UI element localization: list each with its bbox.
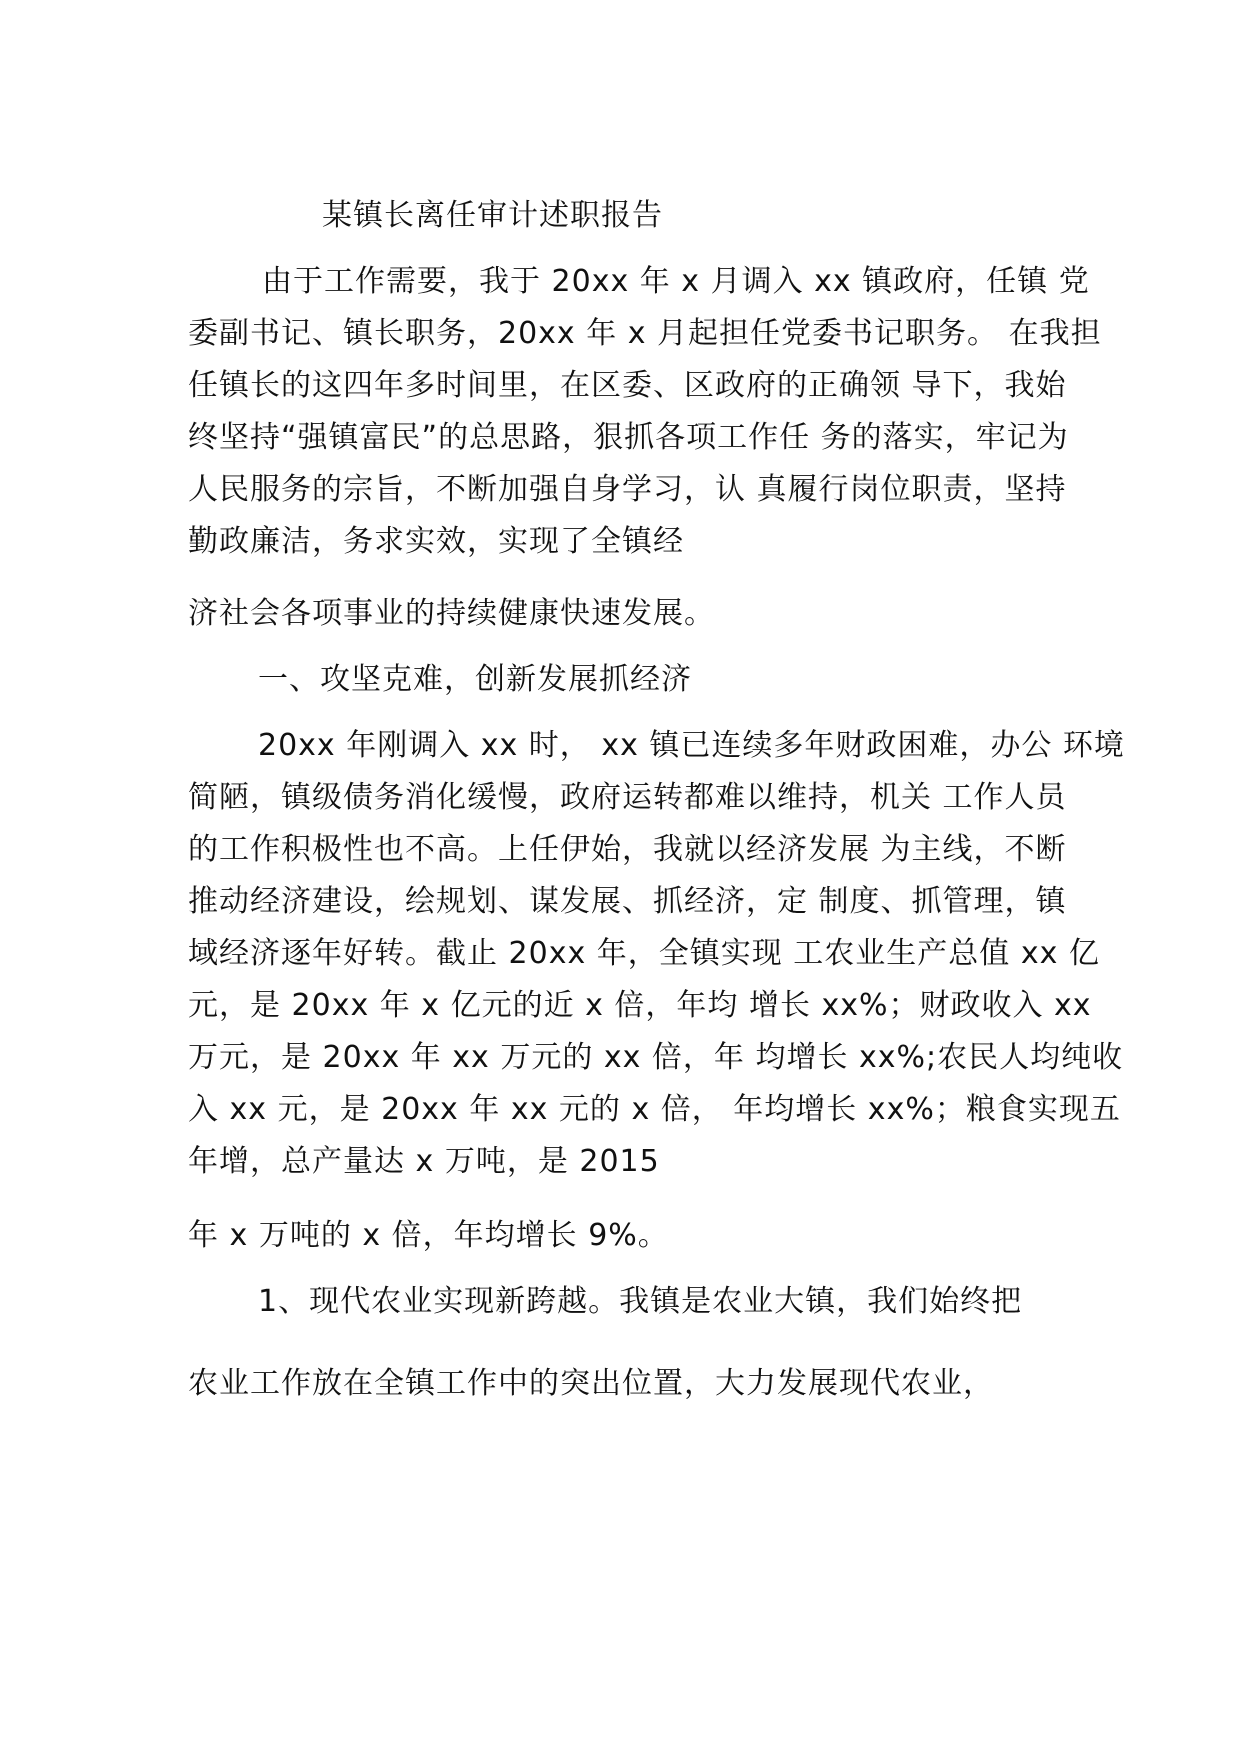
paragraph-line: 济社会各项事业的持续健康快速发展。 <box>188 596 715 631</box>
paragraph-line: 1、现代农业实现新跨越。我镇是农业大镇，我们始终把 <box>258 1284 1023 1319</box>
paragraph-line: 20xx 年刚调入 xx 时， xx 镇已连续多年财政困难，办公 环境 <box>258 728 1125 763</box>
paragraph-line: 年 x 万吨的 x 倍，年均增长 9%。 <box>188 1218 669 1253</box>
paragraph-line: 入 xx 元，是 20xx 年 xx 元的 x 倍， 年均增长 xx%；粮食实现五 <box>188 1092 1121 1127</box>
paragraph-line: 农业工作放在全镇工作中的突出位置，大力发展现代农业， <box>188 1366 994 1401</box>
section-heading: 一、攻坚克难，创新发展抓经济 <box>258 662 692 697</box>
paragraph-line: 域经济逐年好转。截止 20xx 年，全镇实现 工农业生产总值 xx 亿 <box>188 936 1100 971</box>
paragraph-line: 推动经济建设，绘规划、谋发展、抓经济，定 制度、抓管理，镇 <box>188 884 1067 919</box>
paragraph-line: 委副书记、镇长职务，20xx 年 x 月起担任党委书记职务。 在我担 <box>188 316 1102 351</box>
paragraph-line: 万元，是 20xx 年 xx 万元的 xx 倍，年 均增长 xx%;农民人均纯收 <box>188 1040 1124 1075</box>
paragraph-line: 年增，总产量达 x 万吨，是 2015 <box>188 1144 660 1179</box>
paragraph-line: 终坚持“强镇富民”的总思路，狠抓各项工作任 务的落实，牢记为 <box>188 420 1069 455</box>
paragraph-line: 由于工作需要，我于 20xx 年 x 月调入 xx 镇政府，任镇 党 <box>262 264 1090 299</box>
paragraph-line: 人民服务的宗旨，不断加强自身学习，认 真履行岗位职责，坚持 <box>188 472 1067 507</box>
paragraph-line: 勤政廉洁，务求实效，实现了全镇经 <box>188 524 684 559</box>
paragraph-line: 的工作积极性也不高。上任伊始，我就以经济发展 为主线，不断 <box>188 832 1067 867</box>
paragraph-line: 简陋，镇级债务消化缓慢，政府运转都难以维持，机关 工作人员 <box>188 780 1067 815</box>
paragraph-line: 任镇长的这四年多时间里，在区委、区政府的正确领 导下，我始 <box>188 368 1067 403</box>
document-title: 某镇长离任审计述职报告 <box>322 198 663 233</box>
paragraph-line: 元，是 20xx 年 x 亿元的近 x 倍，年均 增长 xx%；财政收入 xx <box>188 988 1092 1023</box>
